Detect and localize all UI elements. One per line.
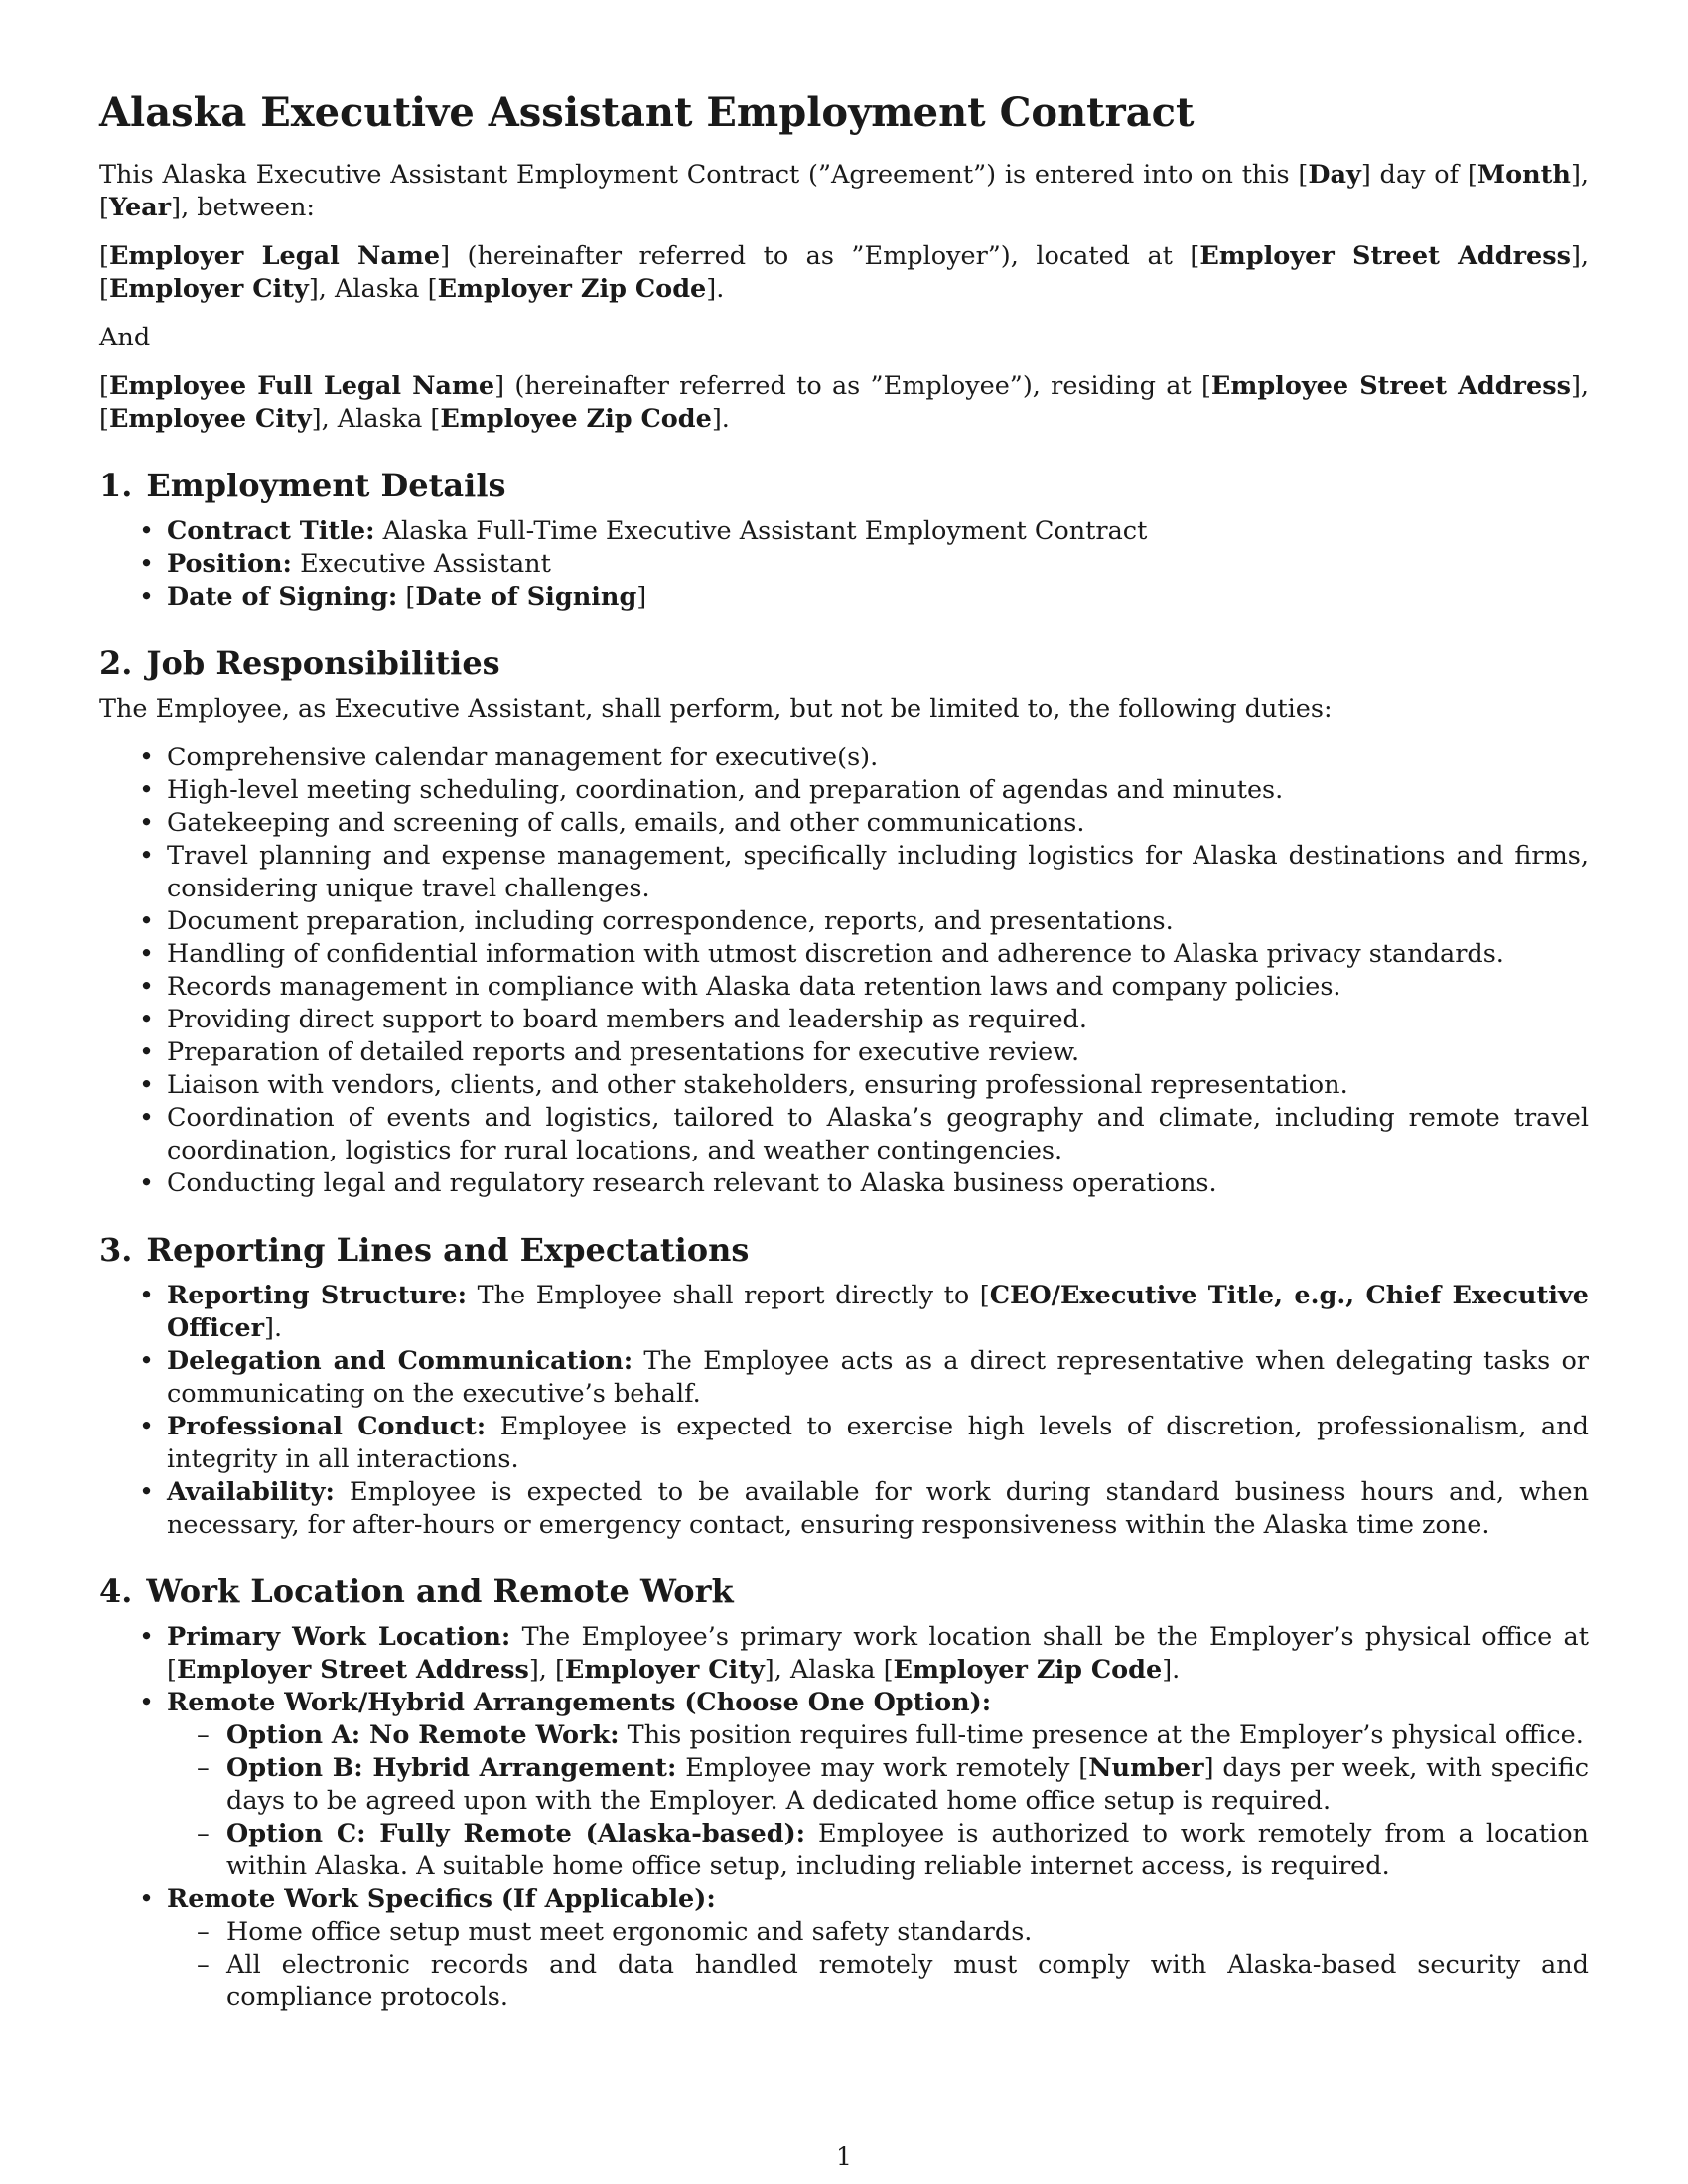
employer-street-placeholder: Employer Street Address xyxy=(176,1655,529,1685)
responsibilities-list xyxy=(99,742,1589,1200)
employee-street-placeholder: Employee Street Address xyxy=(1210,371,1571,401)
list-item: • High-level meeting scheduling, coordination, and preparation of agendas and minutes. xyxy=(167,774,1589,807)
option-item: – Option B: Hybrid Arrangement: Employee may work remotely [Number] days per week, with specific days to be agreed upon with the Employer. A dedicated home office setup is required. xyxy=(226,1752,1589,1818)
list-item: • Comprehensive calendar management for executive(s). xyxy=(167,742,1589,774)
intro-text: This Alaska Executive Assistant Employment Contract (”Agreement”) is entered into on this xyxy=(99,160,1299,190)
item-label: Remote Work Specifics (If Applicable): xyxy=(167,1884,716,1914)
section-number: 1. xyxy=(99,467,133,504)
list-item xyxy=(167,1411,1589,1476)
item-text: Alaska Full-Time Executive Assistant Employment Contract xyxy=(374,516,1148,546)
list-item: • Coordination of events and logistics, tailored to Alaska’s geography and climate, including remote travel coordination, logistics for rural locations, and weather contingencies. xyxy=(167,1102,1589,1167)
option-label: Option C: Fully Remote (Alaska-based): xyxy=(226,1819,806,1848)
section-heading xyxy=(99,643,1589,683)
item-label: Position: xyxy=(167,549,292,579)
list-item: • Liaison with vendors, clients, and other stakeholders, ensuring professional representation. xyxy=(167,1069,1589,1102)
list-item xyxy=(167,1345,1589,1411)
list-item: • Records management in compliance with Alaska data retention laws and company policies. xyxy=(167,971,1589,1004)
employer-name-placeholder: Employer Legal Name xyxy=(108,241,441,271)
employer-text: (hereinafter referred to as ”Employer”), located at xyxy=(450,241,1191,271)
employee-zip-placeholder: Employee Zip Code xyxy=(440,404,712,434)
reporting-list xyxy=(99,1280,1589,1542)
list-item: • Conducting legal and regulatory research relevant to Alaska business operations. xyxy=(167,1167,1589,1200)
remote-specifics-list xyxy=(167,1916,1589,2014)
specific-item: – Home office setup must meet ergonomic and safety standards. xyxy=(226,1916,1589,1949)
section-number: 2. xyxy=(99,644,133,682)
employee-text: , Alaska xyxy=(321,404,431,434)
option-item xyxy=(226,1719,1589,1752)
list-item: • Providing direct support to board members and leadership as required. xyxy=(167,1004,1589,1036)
section-heading xyxy=(99,466,1589,505)
employer-zip-placeholder: Employer Zip Code xyxy=(893,1655,1163,1685)
intro-text: day of xyxy=(1370,160,1468,190)
document-title: Alaska Executive Assistant Employment Contract xyxy=(99,89,1195,136)
list-item: • Primary Work Location: The Employee’s primary work location shall be the Employer’s physical office at [Employer Street Address], [Employer City], Alaska [Employer Zip Code]. xyxy=(167,1621,1589,1687)
section-number: 4. xyxy=(99,1572,133,1610)
item-label: Delegation and Communication: xyxy=(167,1346,633,1376)
section-number: 3. xyxy=(99,1231,133,1269)
list-item xyxy=(167,1883,1589,2014)
employer-text: , Alaska xyxy=(318,274,428,304)
item-text: The Employee’s primary work location shall be the Employer’s physical office at xyxy=(510,1622,1589,1652)
employer-city-placeholder: Employer City xyxy=(108,274,309,304)
list-item xyxy=(167,548,1589,581)
option-label: Option B: Hybrid Arrangement: xyxy=(226,1753,677,1783)
option-text: Employee may work remotely xyxy=(676,1753,1079,1783)
item-text: Employee is expected to be available for work during standard business hours and, when necessary, for after-hours or emergency contact, ensuring responsiveness within the Alaska time zone. xyxy=(167,1477,1589,1540)
work-location-list xyxy=(99,1621,1589,2014)
option-item xyxy=(226,1818,1589,1883)
section-intro: The Employee, as Executive Assistant, shall perform, but not be limited to, the following duties: xyxy=(99,694,1333,724)
item-label: Contract Title: xyxy=(167,516,375,546)
item-label: Remote Work/Hybrid Arrangements (Choose One Option): xyxy=(167,1688,992,1717)
section-title: Work Location and Remote Work xyxy=(146,1572,734,1610)
item-text: Employee is expected to exercise high levels of discretion, professionalism, and integrity in all interactions. xyxy=(167,1412,1590,1474)
employer-street-placeholder: Employer Street Address xyxy=(1199,241,1571,271)
and-text: And xyxy=(99,323,151,352)
specific-item: – All electronic records and data handled remotely must comply with Alaska-based security and compliance protocols. xyxy=(226,1949,1589,2014)
section-title: Job Responsibilities xyxy=(146,644,500,682)
employee-name-placeholder: Employee Full Legal Name xyxy=(108,371,495,401)
intro-text: , between: xyxy=(181,193,315,222)
list-item xyxy=(167,1476,1589,1542)
employee-paragraph: [Employee Full Legal Name] (hereinafter referred to as ”Employee”), residing at [Employee Street Address], [Employee City], Alaska [Employee Zip Code]. xyxy=(99,371,1589,434)
date-of-signing-placeholder: Date of Signing xyxy=(415,582,637,612)
item-text: The Employee acts as a direct representative when delegating tasks or communicating on the executive’s behalf. xyxy=(167,1346,1589,1409)
item-label: Primary Work Location: xyxy=(167,1622,511,1652)
intro-paragraph: This Alaska Executive Assistant Employment Contract (”Agreement”) is entered into on this [Day] day of [Month], [Year], between: xyxy=(99,160,1589,222)
option-text: This position requires full-time presence at the Employer’s physical office. xyxy=(619,1720,1584,1750)
section-title: Employment Details xyxy=(146,467,506,504)
item-text: Executive Assistant xyxy=(291,549,551,579)
list-item xyxy=(167,515,1589,548)
list-item: • Gatekeeping and screening of calls, emails, and other communications. xyxy=(167,807,1589,840)
list-item: • Preparation of detailed reports and presentations for executive review. xyxy=(167,1036,1589,1069)
employee-text: (hereinafter referred to as ”Employee”), residing at xyxy=(504,371,1201,401)
list-item: • Document preparation, including correspondence, reports, and presentations. xyxy=(167,905,1589,938)
section-heading xyxy=(99,1571,1589,1611)
employment-details-list xyxy=(99,515,1589,614)
year-placeholder: Year xyxy=(108,193,172,222)
list-item: • Travel planning and expense management, specifically including logistics for Alaska destinations and firms, considering unique travel challenges. xyxy=(167,840,1589,905)
employer-city-placeholder: Employer City xyxy=(564,1655,765,1685)
month-placeholder: Month xyxy=(1477,160,1571,190)
item-text: The Employee shall report directly to xyxy=(466,1281,980,1310)
item-label: Availability: xyxy=(167,1477,335,1507)
intro-text: , xyxy=(1580,160,1589,190)
list-item xyxy=(167,1687,1589,1883)
page-number: 1 xyxy=(836,2142,852,2171)
option-text: Employee is authorized to work remotely from a location within Alaska. A suitable home office setup, including reliable internet access, is required. xyxy=(226,1819,1589,1881)
section-heading xyxy=(99,1230,1589,1270)
list-item: • Date of Signing: [Date of Signing] xyxy=(167,581,1589,614)
document-page xyxy=(99,79,1589,2022)
list-item: • Handling of confidential information with utmost discretion and adherence to Alaska privacy standards. xyxy=(167,938,1589,971)
list-item: • Reporting Structure: The Employee shall report directly to [CEO/Executive Title, e.g., Chief Executive Officer]. xyxy=(167,1280,1589,1345)
employee-city-placeholder: Employee City xyxy=(108,404,312,434)
item-label: Reporting Structure: xyxy=(167,1281,467,1310)
item-label: Professional Conduct: xyxy=(167,1412,487,1441)
executive-title-placeholder: CEO/Executive Title, e.g., Chief Executive Officer xyxy=(167,1281,1589,1343)
item-label: Date of Signing: xyxy=(167,582,398,612)
employer-paragraph: [Employer Legal Name] (hereinafter referred to as ”Employer”), located at [Employer Street Address], [Employer City], Alaska [Employer Zip Code]. xyxy=(99,241,1590,304)
day-placeholder: Day xyxy=(1308,160,1361,190)
item-text: , Alaska xyxy=(774,1655,884,1685)
employer-zip-placeholder: Employer Zip Code xyxy=(437,274,707,304)
option-label: Option A: No Remote Work: xyxy=(226,1720,620,1750)
option-text: days per week, with specific days to be agreed upon with the Employer. A dedicated home office setup is required. xyxy=(226,1753,1589,1816)
number-placeholder: Number xyxy=(1088,1753,1204,1783)
section-title: Reporting Lines and Expectations xyxy=(146,1231,750,1269)
remote-options-list xyxy=(167,1719,1589,1883)
